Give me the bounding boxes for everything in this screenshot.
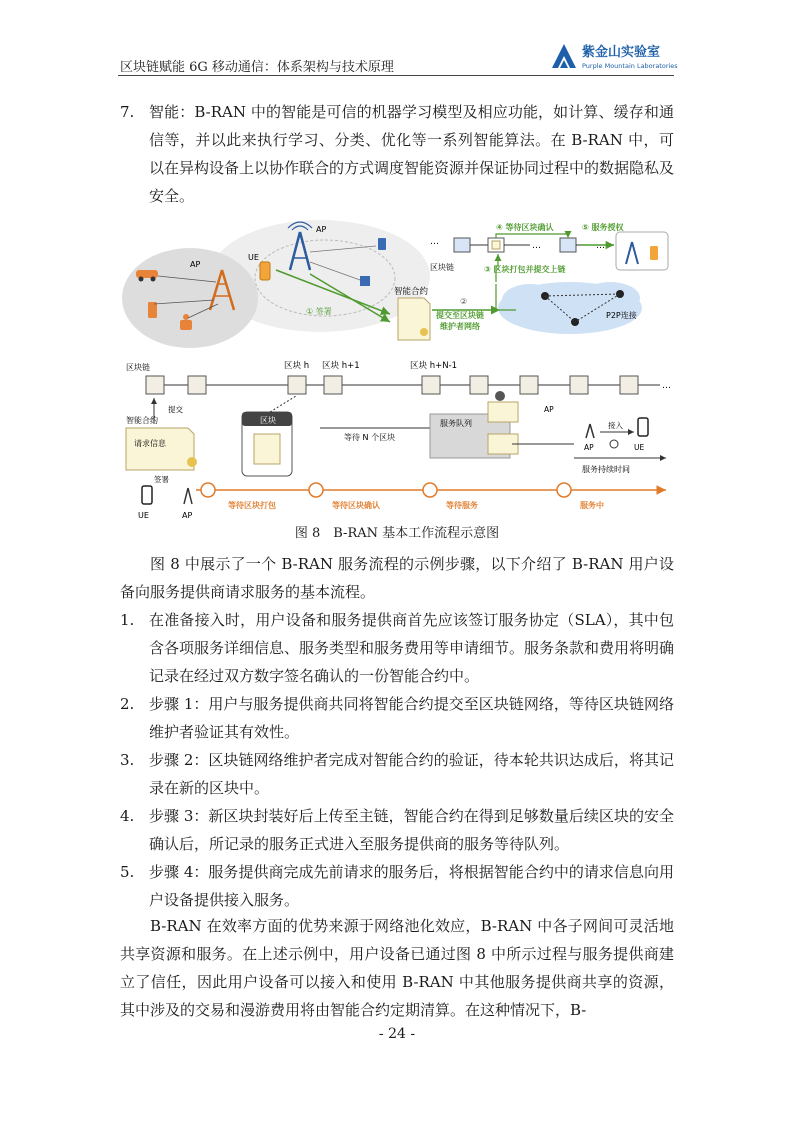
figure-caption: 图 8 B-RAN 基本工作流程示意图 (294, 526, 500, 541)
svg-text:紫金山实验室: 紫金山实验室 (582, 45, 661, 60)
blockchain-top (430, 237, 605, 252)
list-number: 3. (120, 751, 135, 769)
ue-phone-icon (260, 262, 270, 280)
service-queue-label: 服务队列 (440, 419, 472, 428)
access-label: 接入 (608, 421, 623, 430)
block-h-label: 区块 h (284, 361, 310, 371)
block-label-white: 区块 (260, 416, 276, 425)
list-text: 步骤 1：用户与服务提供商共同将智能合约提交至区块链网络，等待区块链网络维护者验证其有效性。 (149, 695, 674, 741)
ue-label-bottom: UE (138, 511, 149, 520)
blockchain-label-top: 区块链 (430, 263, 454, 272)
smart-contract-label-top: 智能合约 (394, 287, 429, 297)
stage4-label: 服务中 (580, 501, 604, 510)
stage2-label: 等待区块确认 (332, 501, 380, 510)
submit-label: 提交 (168, 405, 183, 414)
block-hn1-label: 区块 h+N-1 (410, 361, 458, 371)
duration-label: 服务持续时间 (582, 465, 630, 474)
phone-icon (148, 302, 157, 318)
blockchain-label-bottom: 区块链 (126, 363, 150, 372)
ap-icon-bottom (184, 488, 192, 504)
smart-contract-label-bottom: 智能合约 (126, 416, 158, 425)
svg-text:Purple Mountain Laboratories: Purple Mountain Laboratories (582, 62, 678, 70)
header-rule (118, 75, 674, 76)
list-text: 步骤 2：区块链网络维护者完成对智能合约的验证，待本轮共识达成后，将其记录在新的区块中。 (149, 751, 674, 797)
request-doc (126, 428, 197, 470)
ap-label-bottom: AP (182, 511, 193, 520)
list-number: 2. (120, 695, 135, 713)
chain-ellipsis: … (662, 381, 671, 391)
p2p-cloud (498, 282, 642, 334)
page-number: - 24 - (378, 1026, 416, 1042)
list-number: 4. (120, 807, 135, 825)
purple-mountain-logo (548, 38, 678, 72)
smart-contract-doc (398, 298, 430, 340)
intro-paragraph: 图 8 中展示了一个 B-RAN 服务流程的示例步骤，以下介绍了 B-RAN 用户设备向服务提供商请求服务的基本流程。 (120, 555, 674, 601)
ellipsis-mid: … (532, 241, 541, 251)
figure-8-diagram (120, 218, 680, 528)
step3-label: ③ 区块打包并提交上链 (484, 265, 566, 274)
step4-label: ④ 等待区块确认 (496, 223, 554, 232)
list-text: 在准备接入时，用户设备和服务提供商首先应该签订服务协定（SLA），其中包含各项服务详细信息、服务类型和服务费用等申请细节。服务条款和费用将明确记录在经过双方数字签名确认的一份智能合约中。 (149, 611, 675, 685)
ue-label-access: UE (634, 443, 645, 452)
step1-label: ① 签署 (306, 307, 332, 316)
block-h1-label: 区块 h+1 (322, 361, 360, 371)
closing-paragraph: B-RAN 在效率方面的优势来源于网络池化效应，B-RAN 中各子网间可灵活地共享资源和服务。在上述示例中，用户设备已通过图 8 中所示过程与服务提供商建立了信任，因此用户设备可以接入和使用 B-RAN 中其他服务提供商共享的资源，其中涉及的交易和漫游费用将由智能合约定期清算。在这种情况下，B- (120, 917, 674, 1019)
ap-label-queue: AP (544, 405, 554, 414)
list-number: 5. (120, 863, 135, 881)
list-number: 1. (120, 611, 135, 629)
ue-label-top: UE (248, 253, 259, 262)
stage1-label: 等待区块打包 (228, 501, 276, 510)
sign-label: 签署 (154, 475, 169, 484)
ue-phone-bottom (142, 486, 152, 504)
ellipsis-left: … (430, 237, 439, 247)
running-header-title: 区块链赋能 6G 移动通信：体系架构与技术原理 (120, 60, 394, 75)
step2-line1: 提交至区块链 (436, 311, 484, 320)
list-text: 步骤 4：服务提供商完成先前请求的服务后，将根据智能合约中的请求信息向用户设备提供接入服务。 (149, 863, 674, 909)
step5-label: ⑤ 服务授权 (582, 223, 624, 232)
stage3-label: 等待服务 (446, 501, 478, 510)
ap-center-label: AP (316, 225, 327, 234)
ap-left-label: AP (190, 260, 201, 269)
request-info-label: 请求信息 (134, 439, 166, 448)
step2-line2: 维护者网络 (440, 322, 480, 331)
step2-num: ② (460, 297, 468, 306)
ellipsis-right: … (596, 241, 605, 251)
wait-n-label: 等待 N 个区块 (344, 433, 396, 442)
list-text: 步骤 3：新区块封装好后上传至主链，智能合约在得到足够数量后续区块的安全确认后，所记录的服务正式进入至服务提供商的服务等待队列。 (149, 807, 674, 853)
service-auth-box (616, 232, 668, 270)
ap-label-access: AP (584, 443, 594, 452)
list-number: 7. (120, 103, 135, 121)
list-text: 智能：B-RAN 中的智能是可信的机器学习模型及相应功能，如计算、缓存和通信等，并以此来执行学习、分类、优化等一系列智能算法。在 B-RAN 中，可以在异构设备上以协作联合的方式调度智能资源并保证协同过程中的数据隐私及安全。 (149, 103, 675, 205)
p2p-label: P2P连接 (606, 311, 637, 320)
